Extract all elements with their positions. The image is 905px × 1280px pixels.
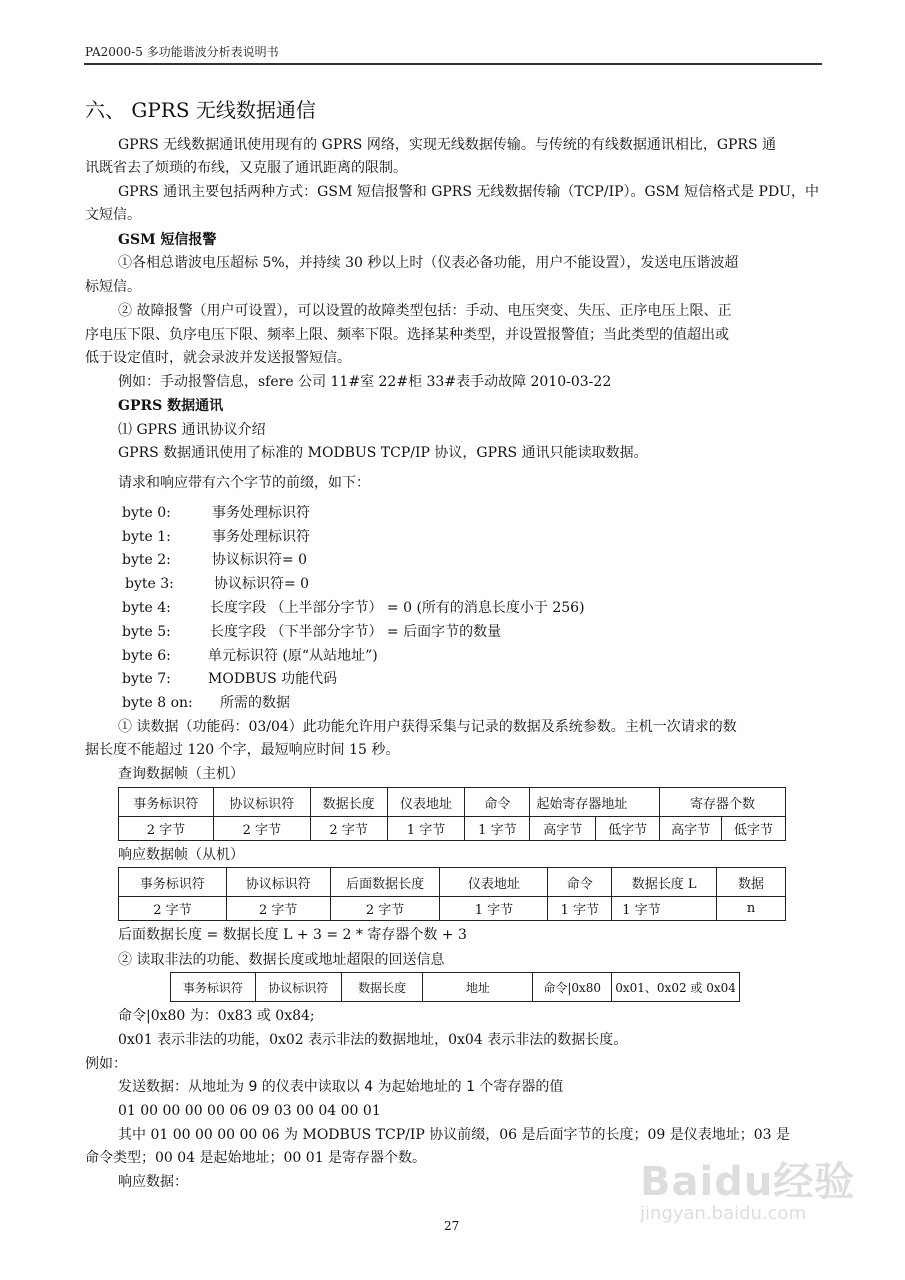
table-header-cell: 协议标识符	[213, 788, 310, 817]
byte-desc: 长度字段 （上半部分字节） = 0 (所有的消息长度小于 256)	[210, 600, 585, 616]
byte-key: byte 1:	[122, 529, 171, 545]
table-cell: 2 字节	[310, 817, 387, 841]
running-header: PA2000-5 多功能谐波分析表说明书	[85, 45, 279, 59]
paragraph: ①各相总谐波电压超标 5%，并持续 30 秒以上时（仪表必备功能，用户不能设置），发送电压谐波超	[118, 255, 739, 271]
table-header-cell: 仪表地址	[387, 788, 465, 817]
paragraph: 例如：	[85, 1056, 127, 1072]
table-header-cell: 仪表地址	[440, 868, 548, 897]
paragraph: 标短信。	[85, 279, 141, 295]
exception-frame-table	[170, 972, 740, 1002]
paragraph: GPRS 数据通讯使用了标准的 MODBUS TCP/IP 协议，GPRS 通讯只能读取数据。	[118, 445, 648, 461]
table-header-cell: 数据长度	[341, 973, 423, 1002]
table-header-cell: 事务标识符	[171, 973, 256, 1002]
subheading-gsm: GSM 短信报警	[118, 232, 217, 248]
table-cell: 高字节	[530, 817, 596, 841]
table-header-cell: 地址	[423, 973, 533, 1002]
paragraph: 其中 01 00 00 00 00 06 为 MODBUS TCP/IP 协议前缀，06 是后面字节的长度；09 是仪表地址；03 是	[118, 1127, 791, 1143]
table-cell: 2 字节	[213, 817, 310, 841]
table-cell: 1 字节	[465, 817, 530, 841]
table-header-cell: 数据长度	[310, 788, 387, 817]
byte-desc: MODBUS 功能代码	[208, 671, 338, 687]
table-header-cell: 事务标识符	[119, 868, 227, 897]
query-frame-table	[118, 787, 786, 841]
table-cell: 1 字节	[612, 897, 717, 921]
byte-desc: 事务处理标识符	[212, 505, 310, 521]
byte-key: byte 0:	[122, 505, 171, 521]
formula: 后面数据长度 = 数据长度 L + 3 = 2 * 寄存器个数 + 3	[118, 927, 467, 943]
table-header-cell: 起始寄存器地址	[530, 788, 660, 817]
table-caption: 响应数据帧（从机）	[118, 847, 244, 863]
byte-key: byte 8 on:	[122, 695, 193, 711]
paragraph: 发送数据：从地址为 9 的仪表中读取以 4 为起始地址的 1 个寄存器的值	[118, 1079, 564, 1095]
paragraph: 序电压下限、负序电压下限、频率上限、频率下限。选择某种类型，并设置报警值；当此类型的值超出或	[85, 327, 729, 343]
table-header-cell: 寄存器个数	[660, 788, 786, 817]
table-cell: n	[717, 897, 786, 921]
table-cell: 2 字节	[226, 897, 330, 921]
paragraph: 响应数据：	[118, 1174, 188, 1190]
paragraph: GPRS 无线数据通讯使用现有的 GPRS 网络，实现无线数据传输。与传统的有线数据通讯相比，GPRS 通	[118, 137, 777, 153]
baidu-watermark-logo	[640, 1150, 855, 1224]
watermark-brand: Baidu经验	[640, 1159, 856, 1205]
paragraph: 请求和响应带有六个字节的前缀，如下：	[118, 475, 370, 491]
paragraph: 低于设定值时，就会录波并发送报警短信。	[85, 350, 351, 366]
table-header-cell: 事务标识符	[119, 788, 214, 817]
byte-desc: 单元标识符 (原“从站地址”)	[208, 648, 378, 664]
byte-key: byte 4:	[122, 600, 171, 616]
byte-desc: 所需的数据	[220, 695, 290, 711]
subheading-gprs: GPRS 数据通讯	[118, 398, 224, 414]
byte-key: byte 6:	[122, 648, 171, 664]
watermark-url: jingyan.baidu.com	[640, 1203, 807, 1224]
page-number: 27	[444, 1219, 460, 1233]
byte-key: byte 3:	[125, 576, 174, 592]
paragraph: 0x01 表示非法的功能，0x02 表示非法的数据地址，0x04 表示非法的数据长度。	[118, 1032, 628, 1048]
paragraph: 命令类型；00 04 是起始地址；00 01 是寄存器个数。	[85, 1150, 427, 1166]
table-header-cell: 数据	[717, 868, 786, 897]
paragraph: GPRS 通讯主要包括两种方式：GSM 短信报警和 GPRS 无线数据传输（TCP/IP）。GSM 短信格式是 PDU，中	[118, 184, 819, 200]
byte-desc: 协议标识符= 0	[214, 576, 310, 592]
table-cell: 高字节	[660, 817, 722, 841]
paragraph: 文短信。	[85, 207, 141, 223]
paragraph: 例如：手动报警信息，sfere 公司 11#室 22#柜 33#表手动故障 2010-03-22	[118, 374, 612, 390]
paragraph: ⑴ GPRS 通讯协议介绍	[118, 422, 266, 438]
paragraph: 命令|0x80 为：0x83 或 0x84;	[118, 1008, 315, 1024]
table-header-cell: 数据长度 L	[612, 868, 717, 897]
table-header-cell: 协议标识符	[255, 973, 341, 1002]
byte-key: byte 7:	[122, 671, 171, 687]
byte-desc: 协议标识符= 0	[212, 552, 308, 568]
response-frame-table	[118, 867, 786, 921]
table-header-cell: 协议标识符	[226, 868, 330, 897]
table-header-cell: 后面数据长度	[330, 868, 440, 897]
section-title: 六、 GPRS 无线数据通信	[85, 98, 316, 122]
byte-desc: 事务处理标识符	[212, 529, 310, 545]
header-rule	[84, 63, 822, 65]
paragraph: ② 故障报警（用户可设置），可以设置的故障类型包括：手动、电压突变、失压、正序电压上限、正	[118, 303, 732, 319]
byte-key: byte 5:	[122, 624, 171, 640]
table-header-cell: 命令	[465, 788, 530, 817]
table-cell: 低字节	[596, 817, 660, 841]
byte-key: byte 2:	[122, 552, 171, 568]
table-cell: 1 字节	[387, 817, 465, 841]
table-header-cell: 0x01、0x02 或 0x04	[612, 973, 740, 1002]
paragraph: 讯既省去了烦琐的布线，又克服了通讯距离的限制。	[85, 160, 407, 176]
table-caption: 查询数据帧（主机）	[118, 766, 244, 782]
table-cell: 低字节	[722, 817, 786, 841]
table-cell: 2 字节	[330, 897, 440, 921]
table-cell: 2 字节	[119, 897, 227, 921]
table-cell: 1 字节	[548, 897, 612, 921]
hex-bytes: 01 00 00 00 00 06 09 03 00 04 00 01	[118, 1103, 381, 1119]
byte-desc: 长度字段 （下半部分字节） = 后面字节的数量	[210, 624, 502, 640]
paragraph: ① 读数据（功能码：03/04）此功能允许用户获得采集与记录的数据及系统参数。主机一次请求的数	[118, 719, 737, 735]
table-cell: 2 字节	[119, 817, 214, 841]
paragraph: 据长度不能超过 120 个字，最短响应时间 15 秒。	[85, 742, 400, 758]
table-header-cell: 命令|0x80	[533, 973, 612, 1002]
table-header-cell: 命令	[548, 868, 612, 897]
paragraph: ② 读取非法的功能、数据长度或地址超限的回送信息	[118, 952, 445, 968]
table-cell: 1 字节	[440, 897, 548, 921]
